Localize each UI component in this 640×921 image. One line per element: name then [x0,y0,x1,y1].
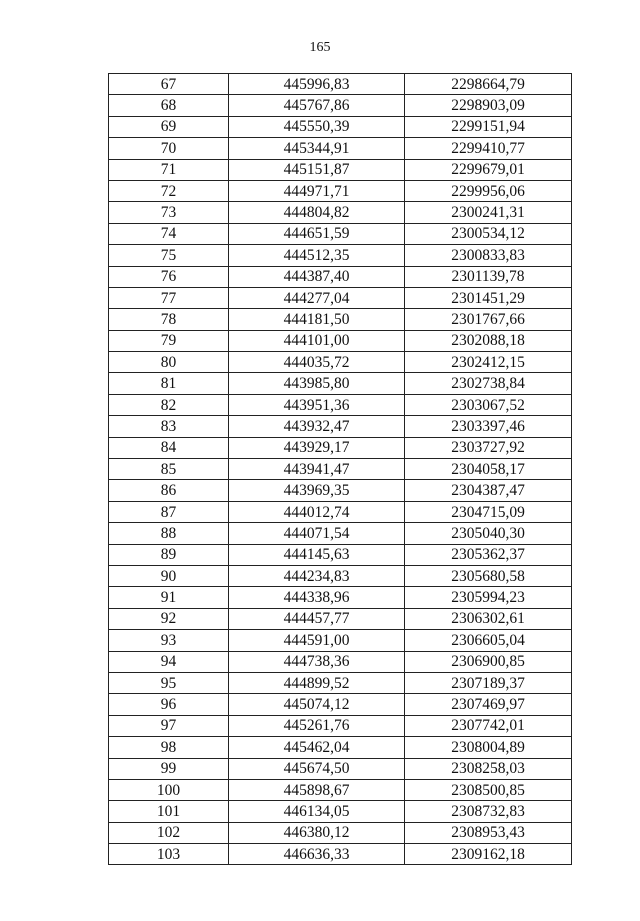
y-coordinate-cell: 2305040,30 [405,523,572,544]
table-row [109,74,572,95]
table-row [109,202,572,223]
x-coordinate-cell: 443969,35 [229,480,405,501]
y-coordinate-cell: 2308004,89 [405,737,572,758]
y-coordinate-cell: 2302412,15 [405,352,572,373]
x-coordinate-cell: 445767,86 [229,95,405,116]
table-row [109,523,572,544]
point-number-cell: 80 [109,352,229,373]
table-row [109,330,572,351]
x-coordinate-cell: 444651,59 [229,223,405,244]
table-row [109,373,572,394]
point-number-cell: 83 [109,416,229,437]
table-row [109,159,572,180]
y-coordinate-cell: 2305362,37 [405,544,572,565]
x-coordinate-cell: 444591,00 [229,630,405,651]
point-number-cell: 90 [109,565,229,586]
point-number-cell: 69 [109,116,229,137]
point-number-cell: 73 [109,202,229,223]
point-number-cell: 70 [109,138,229,159]
x-coordinate-cell: 444145,63 [229,544,405,565]
point-number-cell: 74 [109,223,229,244]
point-number-cell: 76 [109,266,229,287]
point-number-cell: 79 [109,330,229,351]
y-coordinate-cell: 2307742,01 [405,715,572,736]
y-coordinate-cell: 2304058,17 [405,459,572,480]
table-row [109,223,572,244]
x-coordinate-cell: 445151,87 [229,159,405,180]
point-number-cell: 101 [109,801,229,822]
point-number-cell: 82 [109,394,229,415]
x-coordinate-cell: 446636,33 [229,844,405,865]
y-coordinate-cell: 2302088,18 [405,330,572,351]
y-coordinate-cell: 2300241,31 [405,202,572,223]
x-coordinate-cell: 443941,47 [229,459,405,480]
y-coordinate-cell: 2301767,66 [405,309,572,330]
table-row [109,459,572,480]
x-coordinate-cell: 444012,74 [229,501,405,522]
y-coordinate-cell: 2301451,29 [405,287,572,308]
y-coordinate-cell: 2308732,83 [405,801,572,822]
table-row [109,394,572,415]
table-row [109,587,572,608]
x-coordinate-cell: 444512,35 [229,245,405,266]
table-row [109,501,572,522]
table-row [109,245,572,266]
y-coordinate-cell: 2301139,78 [405,266,572,287]
table-row [109,544,572,565]
table-row [109,779,572,800]
x-coordinate-cell: 444387,40 [229,266,405,287]
y-coordinate-cell: 2303397,46 [405,416,572,437]
x-coordinate-cell: 443985,80 [229,373,405,394]
table-row [109,672,572,693]
y-coordinate-cell: 2299151,94 [405,116,572,137]
x-coordinate-cell: 444071,54 [229,523,405,544]
table-row [109,737,572,758]
y-coordinate-cell: 2308953,43 [405,822,572,843]
table-row [109,758,572,779]
table-row [109,352,572,373]
point-number-cell: 99 [109,758,229,779]
x-coordinate-cell: 445674,50 [229,758,405,779]
table-row [109,416,572,437]
point-number-cell: 92 [109,608,229,629]
y-coordinate-cell: 2299410,77 [405,138,572,159]
x-coordinate-cell: 445898,67 [229,779,405,800]
x-coordinate-cell: 444234,83 [229,565,405,586]
x-coordinate-cell: 444035,72 [229,352,405,373]
table-row [109,437,572,458]
x-coordinate-cell: 444899,52 [229,672,405,693]
table-row [109,565,572,586]
point-number-cell: 81 [109,373,229,394]
point-number-cell: 84 [109,437,229,458]
x-coordinate-cell: 444181,50 [229,309,405,330]
point-number-cell: 72 [109,180,229,201]
point-number-cell: 87 [109,501,229,522]
y-coordinate-cell: 2305994,23 [405,587,572,608]
point-number-cell: 97 [109,715,229,736]
point-number-cell: 75 [109,245,229,266]
x-coordinate-cell: 444804,82 [229,202,405,223]
y-coordinate-cell: 2300833,83 [405,245,572,266]
y-coordinate-cell: 2306302,61 [405,608,572,629]
point-number-cell: 95 [109,672,229,693]
y-coordinate-cell: 2303727,92 [405,437,572,458]
x-coordinate-cell: 445996,83 [229,74,405,95]
point-number-cell: 88 [109,523,229,544]
table-row [109,287,572,308]
table-row [109,116,572,137]
x-coordinate-cell: 445550,39 [229,116,405,137]
y-coordinate-cell: 2299679,01 [405,159,572,180]
table-row [109,608,572,629]
table-row [109,651,572,672]
x-coordinate-cell: 445074,12 [229,694,405,715]
table-row [109,844,572,865]
table-row [109,694,572,715]
y-coordinate-cell: 2308500,85 [405,779,572,800]
y-coordinate-cell: 2306605,04 [405,630,572,651]
y-coordinate-cell: 2307189,37 [405,672,572,693]
point-number-cell: 89 [109,544,229,565]
x-coordinate-cell: 443929,17 [229,437,405,458]
x-coordinate-cell: 445344,91 [229,138,405,159]
x-coordinate-cell: 445462,04 [229,737,405,758]
point-number-cell: 100 [109,779,229,800]
x-coordinate-cell: 446380,12 [229,822,405,843]
point-number-cell: 71 [109,159,229,180]
table-row [109,180,572,201]
point-number-cell: 85 [109,459,229,480]
point-number-cell: 96 [109,694,229,715]
x-coordinate-cell: 444457,77 [229,608,405,629]
y-coordinate-cell: 2303067,52 [405,394,572,415]
y-coordinate-cell: 2306900,85 [405,651,572,672]
coordinates-table [108,73,572,865]
point-number-cell: 86 [109,480,229,501]
point-number-cell: 67 [109,74,229,95]
y-coordinate-cell: 2307469,97 [405,694,572,715]
x-coordinate-cell: 444738,36 [229,651,405,672]
x-coordinate-cell: 443932,47 [229,416,405,437]
table-row [109,480,572,501]
y-coordinate-cell: 2299956,06 [405,180,572,201]
table-row [109,138,572,159]
y-coordinate-cell: 2300534,12 [405,223,572,244]
point-number-cell: 68 [109,95,229,116]
y-coordinate-cell: 2305680,58 [405,565,572,586]
y-coordinate-cell: 2298903,09 [405,95,572,116]
table-row [109,630,572,651]
y-coordinate-cell: 2304715,09 [405,501,572,522]
y-coordinate-cell: 2302738,84 [405,373,572,394]
table-row [109,715,572,736]
coordinates-table-body [109,74,572,865]
x-coordinate-cell: 443951,36 [229,394,405,415]
x-coordinate-cell: 444277,04 [229,287,405,308]
y-coordinate-cell: 2298664,79 [405,74,572,95]
point-number-cell: 94 [109,651,229,672]
x-coordinate-cell: 445261,76 [229,715,405,736]
page-number: 165 [309,40,331,55]
table-row [109,95,572,116]
point-number-cell: 98 [109,737,229,758]
point-number-cell: 78 [109,309,229,330]
table-row [109,822,572,843]
x-coordinate-cell: 446134,05 [229,801,405,822]
x-coordinate-cell: 444338,96 [229,587,405,608]
y-coordinate-cell: 2309162,18 [405,844,572,865]
x-coordinate-cell: 444971,71 [229,180,405,201]
table-row [109,266,572,287]
y-coordinate-cell: 2308258,03 [405,758,572,779]
point-number-cell: 91 [109,587,229,608]
table-row [109,309,572,330]
y-coordinate-cell: 2304387,47 [405,480,572,501]
x-coordinate-cell: 444101,00 [229,330,405,351]
table-row [109,801,572,822]
point-number-cell: 93 [109,630,229,651]
point-number-cell: 77 [109,287,229,308]
point-number-cell: 103 [109,844,229,865]
point-number-cell: 102 [109,822,229,843]
